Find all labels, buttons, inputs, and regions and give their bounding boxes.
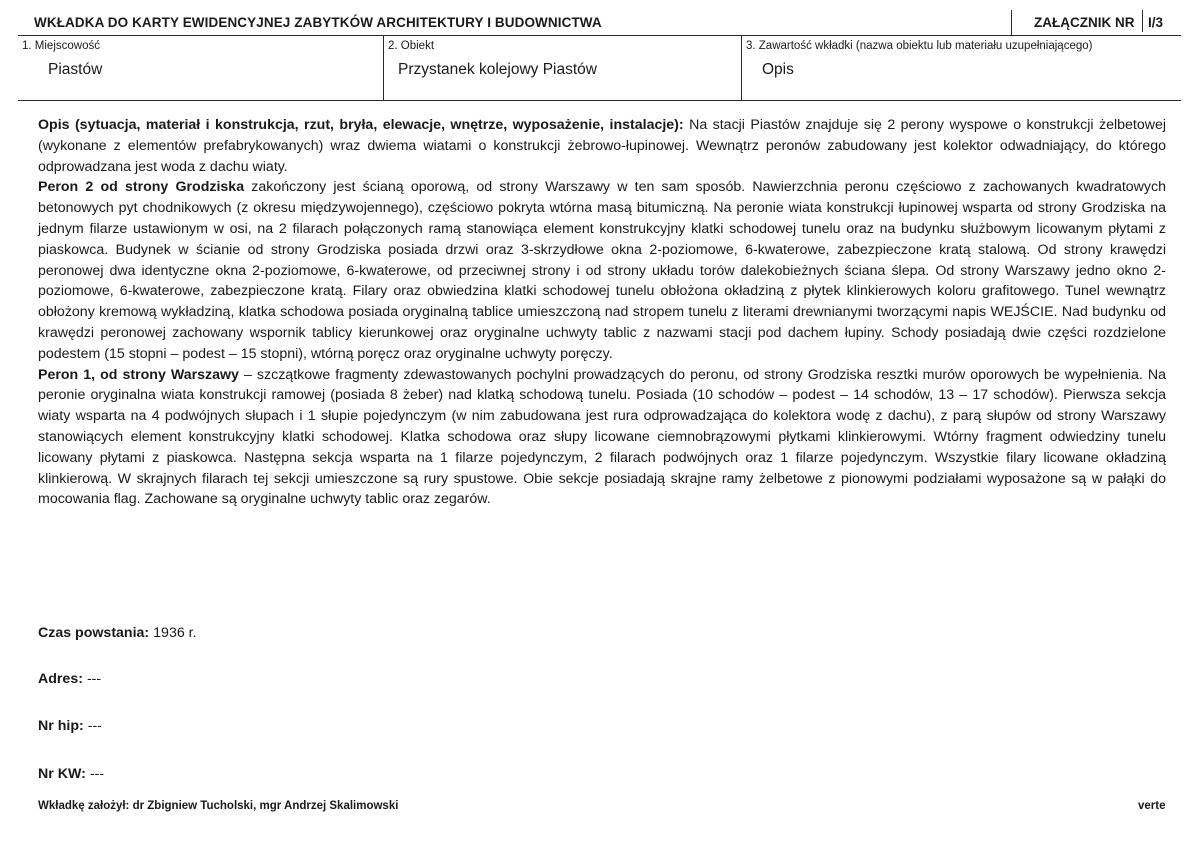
platform-1-text: – szczątkowe fragmenty zdewastowanych pochylni prowadzących do peronu, od strony Grodziska resztki murów oporowych be wypełnienia. Na peronie oryginalna wiata konstrukcji ramowej (posiada 8 żeber) nad klatką schodową tunelu. Posiada (10 schodów – podest – 14 schodów, 13 – 17 schodów). Pierwsza sekcja wiaty wsparta na 4 podwójnych słupach i 1 słupie pojedynczym (w nim zabudowana jest rura odprowadzająca do kolektora wodę z dachu), z parą słupów od strony Warszawy stanowiących element konstrukcyjny klatki schodowej. Klatka schodowa oraz słupy licowane ciemnobrązowymi płytkami klinkierowymi. Wtórny fragment odwiedziny tunelu licowany płytami z piaskowca. Następna sekcja wsparta na 1 filarze pojedynczym, 2 filarach podwójnych oraz 1 filarze pojedynczym. Wszystkie filary licowane okładziną klinkierową. W skrajnych filarach tej sekcji umieszczone są rury spustowe. Obie sekcje posiadają skrajne ramy żelbetowe z pionowymi podziałami wyposażone są w pałąki do mocowania flag. Zachowane są oryginalne uchwyty tablic oraz zegarów. [38,366,1166,508]
address-label: Adres: [38,671,83,687]
field-object-label: 2. Obiekt [388,40,435,52]
field-location-label: 1. Miejscowość [22,40,100,52]
annex-label: ZAŁĄCZNIK NR [1034,15,1135,30]
platform-1-paragraph [38,365,1166,511]
verte-footer: verte [1138,800,1166,812]
field-content-label: 3. Zawartość wkładki (nazwa obiektu lub materiału uzupełniającego) [746,40,1093,52]
construction-date-value: 1936 r. [153,625,197,641]
document-title: WKŁADKA DO KARTY EWIDENCYJNEJ ZABYTKÓW ARCHITEKTURY I BUDOWNICTWA [34,15,602,30]
construction-date-line [38,625,197,641]
authors-footer: Wkładkę założył: dr Zbigniew Tucholski, mgr Andrzej Skalimowski [38,800,399,812]
platform-2-paragraph [38,177,1166,364]
header-row [18,10,1181,36]
annex-separator [1142,10,1143,32]
address-line [38,671,101,687]
address-value: --- [86,671,102,687]
platform-2-heading: Peron 2 od strony Grodziska [38,179,245,196]
fields-row [18,36,1181,101]
platform-1-heading: Peron 1, od strony Warszawy [38,366,239,383]
mortgage-value: --- [87,718,102,734]
description-heading: Opis (sytuacja, materiał i konstrukcja, rzut, bryła, elewacje, wnętrze, wyposażenie, instalacje): [38,117,684,133]
mortgage-line [38,718,102,734]
field-location-value: Piastów [48,61,103,78]
kw-value: --- [89,766,105,782]
field-content [741,36,1182,100]
field-object [383,36,742,100]
mortgage-label: Nr hip: [38,718,84,734]
construction-date-label: Czas powstania: [38,625,150,641]
kw-line [38,766,104,782]
description-text: Na stacji Piastów znajduje się 2 perony wyspowe o konstrukcji żelbetowej (wykonane z elementów prefabrykowanych) wraz dwiema wiatami o konstrukcji żebrowo-łupinowej. Wewnątrz peronów zabudowany jest kolektor odwadniający, do którego odprowadzana jest woda z dachu wiaty. [38,117,1167,175]
field-content-value: Opis [762,61,794,78]
platform-2-text: zakończony jest ścianą oporową, od strony Warszawy w ten sam sposób. Nawierzchnia peronu częściowo z zachowanych kwadratowych betonowych pyt chodnikowych (z okresu międzywojennego), częściowo pokryta wtórna masą bitumiczną. Na peronie wiata konstrukcji łupinowej wsparta od strony Grodziska na jednym filarze ustawionym w osi, na 2 filarach połączonych ramą stanowiąca element konstrukcyjny klatki schodowej tunelu oraz na budynku służbowym licowanym płytami z piaskowca. Budynek w ścianie od strony Grodziska posiada drzwi oraz 3-skrzydłowe okna 2-poziomowe, 6-kwaterowe, zabezpieczone kratą stalową. Od strony krawędzi peronowej dwa identyczne okna 2-poziomowe, 6-kwaterowe, od przeciwnej strony i od strony układu torów dalekobieżnych ściana ślepa. Od strony Warszawy jedno okno 2-poziomowe, 6-kwaterowe, zabezpieczone kratą. Filary oraz obwiedzina klatki schodowej tunelu obłożona okładziną z płytek klinkierowych koloru grafitowego. Tunel wewnątrz obłożony kremową wykładziną, klatka schodowa posiada oryginalną tablice umieszczoną nad stropem tunelu z literami drewnianymi tworzącymi napis WEJŚCIE. Nad budynku od krawędzi peronowej zachowany wspornik tablicy kierunkowej oraz oryginalne uchwyty tablic z nazwami stacji pod dachem łupiny. Schody posiadają dwie części rozdzielone podestem (15 stopni – podest – 15 stopni), wtórną poręcz oraz oryginalne uchwyty poręczy. [38,179,1166,362]
annex-number: I/3 [1148,15,1164,30]
kw-label: Nr KW: [38,766,86,782]
annex-box [1011,10,1182,35]
field-location [18,36,383,100]
description-paragraph [38,115,1166,177]
description-body [38,115,1166,510]
field-object-value: Przystanek kolejowy Piastów [398,61,597,78]
